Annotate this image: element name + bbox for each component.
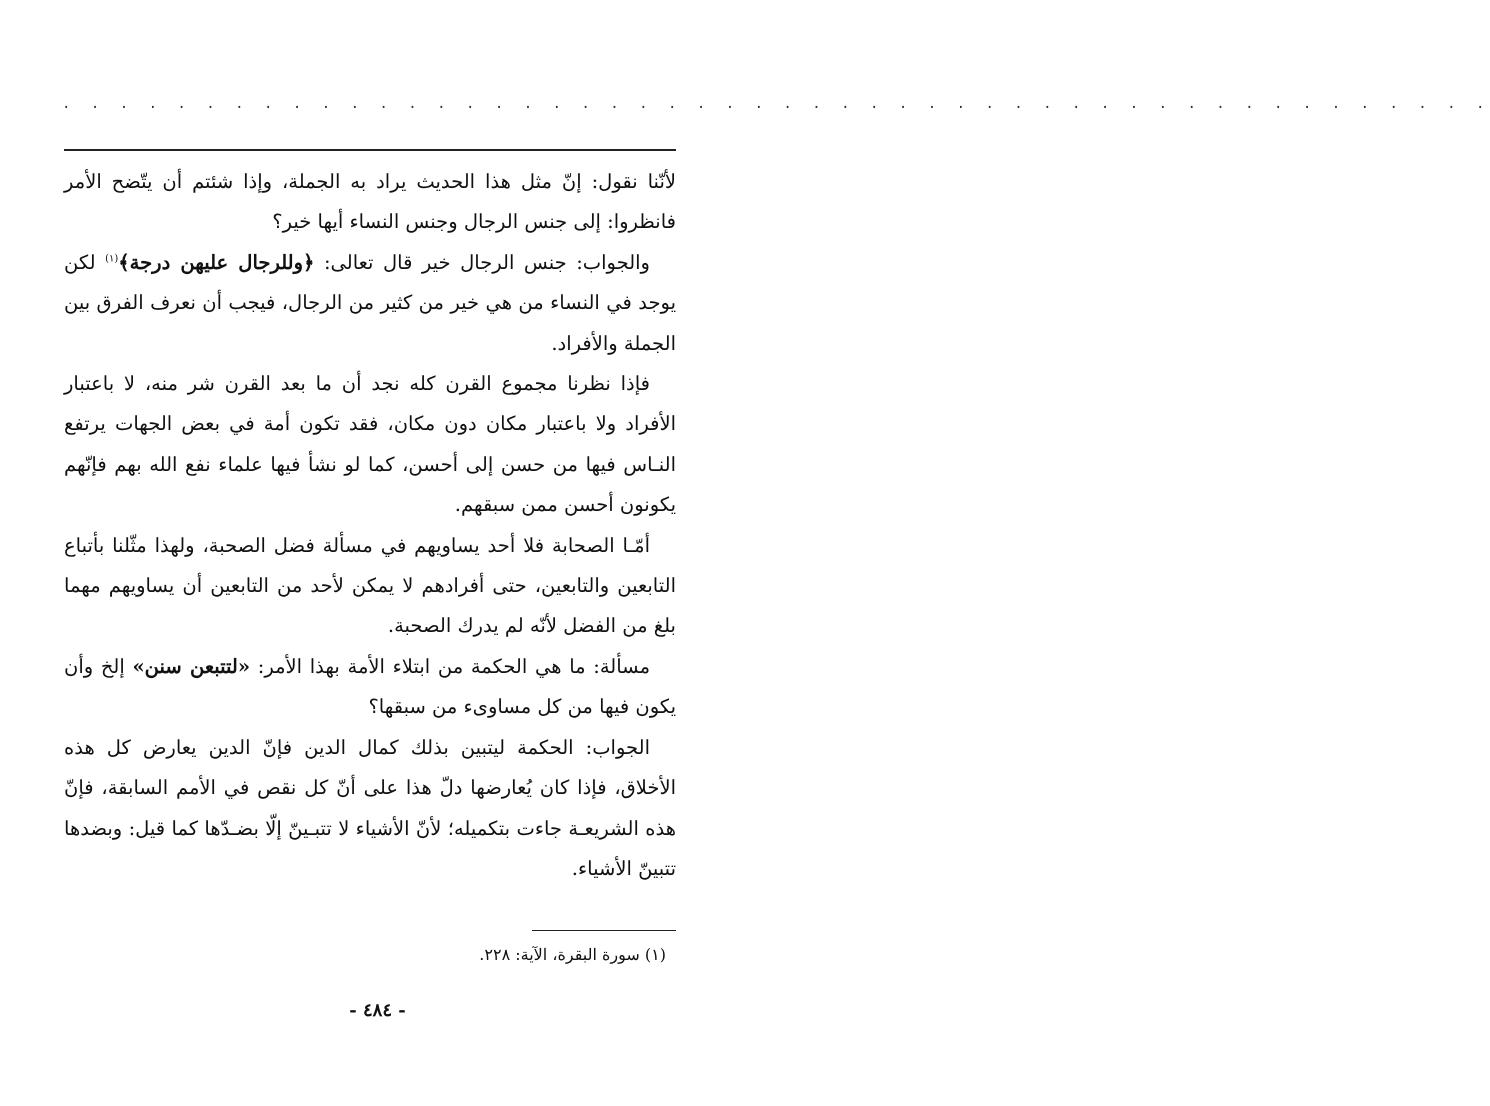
- header-rule: [64, 149, 676, 151]
- paragraph-6: الجواب: الحكمة ليتبين بذلك كمال الدين فإنّ الدين يعارض كل هذه الأخلاق، فإذا كان يُعارضها دلّ هذا على أنّ كل نقص في الأمم السابقة، فإنّ هذه الشريعـة جاءت بتكميله؛ لأنّ الأشياء لا تتبـينّ إلّا بضـدّها كما قيل: وبضدها تتبينّ الأشياء.: [64, 735, 676, 880]
- paragraph-5-text-start: مسألة: ما هي الحكمة من ابتلاء الأمة بهذا الأمر:: [250, 654, 651, 678]
- paragraph-1: لأنّنا نقول: إنّ مثل هذا الحديث يراد به الجملة، وإذا شئتم أن يتّضح الأمر فانظروا: إلى جنس الرجال وجنس النساء أيها خير؟: [64, 170, 676, 234]
- paragraph-2-text-start: والجواب: جنس الرجال خير قال تعالى:: [314, 250, 650, 274]
- header-dotted-line: . . . . . . . . . . . . . . . . . . . . . . . . . . . . . . . . . . . . . . . . . . . . . . . . . .: [62, 96, 1490, 112]
- paragraph-5-text-end: إلخ وأن يكون فيها من كل مساوىء من سبقها؟: [64, 654, 676, 719]
- paragraph-5: [64, 647, 676, 728]
- quran-verse: ﴿وللرجال عليهن درجة﴾: [118, 250, 315, 274]
- hadith-quote: «لتتبعن سنن»: [132, 654, 251, 678]
- page-number: - ٤٨٤ -: [349, 1000, 406, 1021]
- paragraph-3: فإذا نظرنا مجموع القرن كله نجد أن ما بعد القرن شر منه، لا باعتبار الأفراد ولا باعتبار مكان دون مكان، فقد تكون أمة في بعض الجهات يرتفع النـاس فيها من حسن إلى أحسن، كما لو نشأ فيها علماء نفع الله بهم فإنّهم يكونون أحسن ممن سبقهم.: [64, 372, 676, 517]
- paragraph-2-text-end: لكن يوجد في النساء من هي خير من كثير من الرجال، فيجب أن نعرف الفرق بين الجملة والأفراد.: [64, 250, 676, 355]
- footnote-rule: [532, 930, 676, 931]
- paragraph-2: [64, 243, 676, 364]
- paragraph-4: أمّـا الصحابة فلا أحد يساويهم في مسألة فضل الصحبة، ولهذا مثّلنا بأتباع التابعين والتابعين، حتى أفرادهم لا يمكن لأحد من التابعين أن يساويهم مهما بلغ من الفضل لأنّه لم يدرك الصحبة.: [64, 533, 676, 638]
- page-body: [64, 162, 676, 889]
- footnote-marker: (١): [105, 253, 119, 265]
- footnote: (١) سورة البقرة، الآية: ٢٢٨.: [479, 945, 666, 964]
